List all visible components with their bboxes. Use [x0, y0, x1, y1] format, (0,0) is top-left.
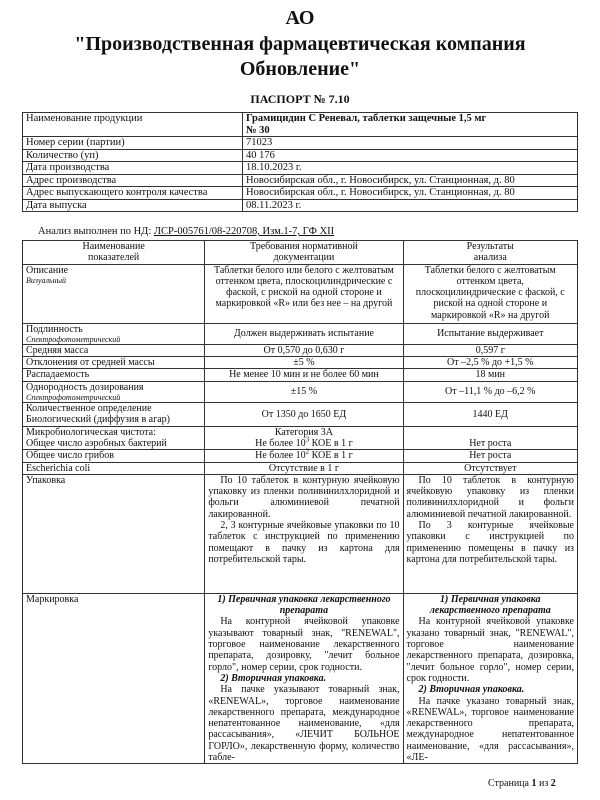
company-name-line1: "Производственная фармацевтическая компания — [74, 33, 526, 55]
info-row-quantity — [23, 149, 578, 162]
page-number: Страница 1 из 2 — [488, 778, 556, 789]
result: 0,597 г — [403, 344, 577, 356]
requirement: Не более $10^3$ КОЕ в 1 г — [255, 435, 353, 449]
company-type: АО — [285, 7, 315, 29]
test-results-table — [22, 240, 578, 764]
labeling-heading: 2) Вторичная упаковка. — [418, 684, 525, 696]
company-name-line2: Обновление" — [239, 58, 361, 80]
test-name: Упаковка — [23, 474, 205, 593]
result: На контурной ячейковой упаковке указано товарный знак, "RENEWAL", торговое наименование лекарственного препарата, дозировка, "лечит больное горло", номер серии, срок годности. — [406, 616, 574, 684]
requirement: По 10 таблеток в контурную ячейковую упаковку из пленки поливинилхлоридной и фольги алюминиевой печатной лакированной. — [208, 474, 400, 520]
result: Нет роста — [403, 450, 577, 462]
header-results: Результаты анализа — [403, 241, 577, 265]
result: 1440 ЕД — [403, 403, 577, 427]
test-method: Спектрофотометрический — [26, 334, 121, 344]
info-key: Дата выпуска — [23, 199, 243, 212]
row-dosage-uniformity — [23, 381, 578, 402]
test-name: Отклонения от средней массы — [23, 357, 205, 369]
test-method: Спектрофотометрический — [26, 393, 121, 403]
requirement: На контурной ячейковой упаковке указывают товарный знак, "RENEWAL", торговое наименование лекарственного препарата, дозировку, "лечит больное горло", номер серии, срок годности. — [208, 616, 400, 673]
result: На пачке указано товарный знак, «RENEWAL», торговое наименование лекарственного препарата, международное непатентованное наименование, «для рассасывания», «ЛЕ- — [406, 695, 574, 764]
requirement: 2, 3 контурные ячейковые упаковки по 10 таблеток с инструкцией по применению помещают в пачку из картона для потребительской тары. — [208, 520, 400, 565]
analysis-reference — [38, 226, 334, 237]
info-key: Адрес выпускающего контроля качества — [23, 187, 243, 200]
result: Отсутствует — [403, 462, 577, 474]
result: От –11,1 % до –6,2 % — [403, 381, 577, 402]
row-ecoli — [23, 462, 578, 474]
requirement: Должен выдерживать испытание — [205, 323, 403, 344]
micro-category: Категория 3А — [274, 426, 333, 438]
header-requirements: Требования нормативной документации — [205, 241, 403, 265]
requirement: На пачке указывают товарный знак, «RENEWAL», торговое наименование лекарственного препарата, международное непатентованное наименование, «для рассасывания», «ЛЕЧИТ БОЛЬНОЕ ГОРЛО», лекарственную форму, количество табле- — [208, 684, 400, 764]
requirement: Отсутствие в 1 г — [205, 462, 403, 474]
test-name: Распадаемость — [23, 369, 205, 381]
info-value: 71023 — [243, 137, 578, 150]
requirement: Не менее 10 мин и не более 60 мин — [205, 369, 403, 381]
passport-title: ПАСПОРТ № 7.10 — [250, 92, 350, 106]
result: 18 мин — [403, 369, 577, 381]
requirement: ±5 % — [205, 357, 403, 369]
row-packaging — [23, 474, 578, 593]
row-assay — [23, 403, 578, 427]
test-name: Маркировка — [23, 593, 205, 763]
row-fungi — [23, 450, 578, 462]
tests-header-row — [23, 241, 578, 265]
product-name: Грамицидин С Реневал, таблетки защечные 1,5 мг № 30 — [243, 113, 578, 137]
result: По 3 контурные ячейковые упаковки с инструкцией по применению помещены в пачку из картона для потребительской тары. — [406, 520, 574, 565]
info-key: Номер серии (партии) — [23, 137, 243, 150]
info-value: 08.11.2023 г. — [243, 199, 578, 212]
info-key: Количество (уп) — [23, 149, 243, 162]
result: Нет роста — [403, 426, 577, 450]
info-row-production-date — [23, 162, 578, 175]
analysis-prefix: Анализ выполнен по НД: — [38, 226, 154, 237]
requirement: Не более $10^2$ КОЕ в 1 г — [205, 450, 403, 462]
row-authenticity — [23, 323, 578, 344]
row-disintegration — [23, 369, 578, 381]
info-row-batch — [23, 137, 578, 150]
row-average-mass — [23, 344, 578, 356]
test-method: Визуальный — [26, 275, 67, 285]
test-name: Описание — [26, 264, 69, 276]
test-name: Общее число грибов — [23, 450, 205, 462]
info-value: Новосибирская обл., г. Новосибирск, ул. Станционная, д. 80 — [243, 187, 578, 200]
info-row-product — [23, 113, 578, 137]
row-description — [23, 264, 578, 323]
info-key: Адрес производства — [23, 174, 243, 187]
test-subname: Общее число аэробных бактерий — [26, 437, 167, 449]
requirement: От 1350 до 1650 ЕД — [205, 403, 403, 427]
result: Таблетки белого с желтоватым оттенком цвета, плоскоцилиндрические с фаской, с риской на одной стороне и маркировкой «R» на другой — [403, 264, 577, 323]
info-key: Дата производства — [23, 162, 243, 175]
result: Испытание выдерживает — [403, 323, 577, 344]
info-value: 40 176 — [243, 149, 578, 162]
test-name: Подлинность — [26, 323, 83, 335]
test-name: Количественное определение Биологический (диффузия в агар) — [23, 403, 205, 427]
info-row-production-address — [23, 174, 578, 187]
test-name: Однородность дозирования — [26, 381, 144, 393]
nd-reference: ЛСР-005761/08-220708, Изм.1-7, ГФ XII — [153, 226, 335, 237]
test-name: Средняя масса — [23, 344, 205, 356]
row-mass-deviation — [23, 357, 578, 369]
row-labeling — [23, 593, 578, 763]
labeling-heading: 2) Вторичная упаковка. — [220, 672, 327, 684]
info-key: Наименование продукции — [23, 113, 243, 137]
test-name: Escherichia coli — [23, 462, 205, 474]
info-value: 18.10.2023 г. — [243, 162, 578, 175]
labeling-heading: 1) Первичная упаковка лекарственного препарата — [217, 593, 391, 617]
info-value: Новосибирская обл., г. Новосибирск, ул. Станционная, д. 80 — [243, 174, 578, 187]
requirement: ±15 % — [205, 381, 403, 402]
test-name: Микробиологическая чистота: — [26, 426, 156, 438]
header-indicators: Наименование показателей — [23, 241, 205, 265]
requirement: От 0,570 до 0,630 г — [205, 344, 403, 356]
labeling-heading: 1) Первичная упаковка лекарственного препарата — [429, 593, 551, 617]
info-row-qc-address — [23, 187, 578, 200]
requirement: Таблетки белого или белого с желтоватым оттенком цвета, плоскоцилиндрические с фаской, с риской на одной стороне и маркировкой «R» или без нее – на другой — [205, 264, 403, 323]
result: От –2,5 % до +1,5 % — [403, 357, 577, 369]
info-row-release-date — [23, 199, 578, 212]
product-info-table — [22, 112, 578, 212]
result: По 10 таблеток в контурную ячейковую упаковку из пленки поливинилхлоридной и фольги алюминиевой печатной лакированной. — [406, 474, 574, 520]
row-aerobic-bacteria — [23, 426, 578, 450]
